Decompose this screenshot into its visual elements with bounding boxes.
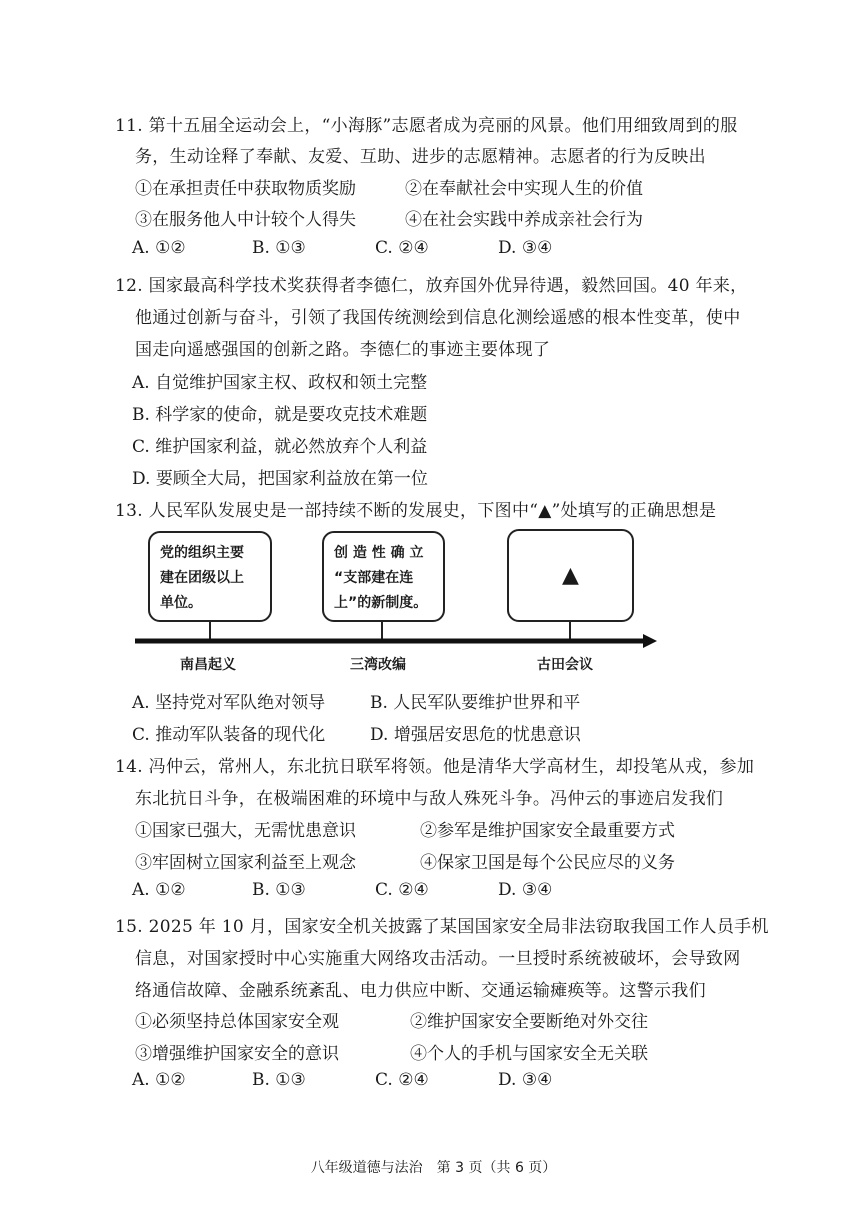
q11-item-4: ④在社会实践中养成亲社会行为 bbox=[405, 210, 643, 230]
q12-option-c: C. 维护国家利益，就必然放弃个人利益 bbox=[132, 437, 428, 457]
q13-option-d: D. 增强居安思危的忧患意识 bbox=[370, 725, 581, 745]
q15-stem-line1: 15. 2025 年 10 月，国家安全机关披露了某国国家安全局非法窃取我国工作人员手机 bbox=[115, 917, 769, 937]
q11-item-3: ③在服务他人中计较个人得失 bbox=[135, 210, 356, 230]
q11-stem-line1: 11. 第十五届全运动会上，“小海豚”志愿者成为亮丽的风景。他们用细致周到的服 bbox=[115, 116, 738, 136]
q11-option-b: B. ①③ bbox=[252, 238, 306, 258]
triangle-blank-mark: ▲ bbox=[562, 563, 579, 588]
q15-option-d: D. ③④ bbox=[498, 1070, 553, 1090]
q14-item-1: ①国家已强大，无需忧患意识 bbox=[135, 821, 356, 841]
page-footer: 八年级道德与法治 第 3 页（共 6 页） bbox=[310, 1160, 557, 1176]
q14-item-3: ③牢固树立国家利益至上观念 bbox=[135, 853, 356, 873]
box2-line3: 上”的新制度。 bbox=[334, 595, 428, 611]
q14-option-b: B. ①③ bbox=[252, 880, 306, 900]
q14-stem-line1: 14. 冯仲云，常州人，东北抗日联军将领。他是清华大学高材生，却投笔从戎，参加 bbox=[115, 757, 755, 777]
timeline-box-nanchang bbox=[148, 531, 272, 622]
q11-option-d: D. ③④ bbox=[498, 238, 553, 258]
q15-option-c: C. ②④ bbox=[375, 1070, 429, 1090]
q15-stem-line3: 络通信故障、金融系统紊乱、电力供应中断、交通运输瘫痪等。这警示我们 bbox=[135, 981, 706, 1001]
stage-label-sanwan: 三湾改编 bbox=[350, 657, 406, 673]
q12-option-b: B. 科学家的使命，就是要攻克技术难题 bbox=[132, 405, 428, 425]
q15-option-a: A. ①② bbox=[132, 1070, 186, 1090]
q14-item-4: ④保家卫国是每个公民应尽的义务 bbox=[420, 853, 675, 873]
q11-stem-line2: 务，生动诠释了奉献、友爱、互助、进步的志愿精神。志愿者的行为反映出 bbox=[135, 147, 706, 167]
q12-stem-line1: 12. 国家最高科学技术奖获得者李德仁，放弃国外优异待遇，毅然回国。40 年来， bbox=[115, 276, 748, 296]
q14-stem-line2: 东北抗日斗争，在极端困难的环境中与敌人殊死斗争。冯仲云的事迹启发我们 bbox=[135, 789, 724, 809]
box1-line2: 建在团级以上 bbox=[160, 570, 244, 586]
q14-item-2: ②参军是维护国家安全最重要方式 bbox=[420, 821, 675, 841]
timeline-box-gutian bbox=[507, 529, 634, 622]
q14-option-d: D. ③④ bbox=[498, 880, 553, 900]
q13-option-a: A. 坚持党对军队绝对领导 bbox=[132, 693, 326, 713]
q13-option-b: B. 人民军队要维护世界和平 bbox=[370, 693, 581, 713]
box2-line2: “支部建在连 bbox=[334, 570, 414, 586]
q12-stem-line3: 国走向遥感强国的创新之路。李德仁的事迹主要体现了 bbox=[135, 340, 551, 360]
q11-item-1: ①在承担责任中获取物质奖励 bbox=[135, 179, 356, 199]
q15-item-4: ④个人的手机与国家安全无关联 bbox=[410, 1044, 648, 1064]
q11-item-2: ②在奉献社会中实现人生的价值 bbox=[405, 179, 643, 199]
q14-option-c: C. ②④ bbox=[375, 880, 429, 900]
stage-label-nanchang: 南昌起义 bbox=[180, 657, 236, 673]
q13-option-c: C. 推动军队装备的现代化 bbox=[132, 725, 326, 745]
q15-stem-line2: 信息，对国家授时中心实施重大网络攻击活动。一旦授时系统被破坏，会导致网 bbox=[135, 949, 741, 969]
q12-option-d: D. 要顾全大局，把国家利益放在第一位 bbox=[132, 469, 428, 489]
stage-label-gutian: 古田会议 bbox=[537, 657, 593, 673]
q11-option-a: A. ①② bbox=[132, 238, 186, 258]
q13-stem: 13. 人民军队发展史是一部持续不断的发展史，下图中“▲”处填写的正确思想是 bbox=[115, 501, 717, 521]
box1-line3: 单位。 bbox=[160, 595, 202, 611]
box1-line1: 党的组织主要 bbox=[160, 545, 244, 561]
q14-option-a: A. ①② bbox=[132, 880, 186, 900]
q11-option-c: C. ②④ bbox=[375, 238, 429, 258]
q15-item-2: ②维护国家安全要断绝对外交往 bbox=[410, 1012, 648, 1032]
q15-item-1: ①必须坚持总体国家安全观 bbox=[135, 1012, 339, 1032]
q12-stem-line2: 他通过创新与奋斗，引领了我国传统测绘到信息化测绘遥感的根本性变革，使中 bbox=[135, 308, 741, 328]
box2-line1: 创 造 性 确 立 bbox=[334, 545, 424, 561]
timeline-box-sanwan bbox=[322, 531, 445, 622]
q15-item-3: ③增强维护国家安全的意识 bbox=[135, 1044, 339, 1064]
q12-option-a: A. 自觉维护国家主权、政权和领土完整 bbox=[132, 373, 428, 393]
timeline-arrow-head bbox=[643, 634, 657, 648]
q15-option-b: B. ①③ bbox=[252, 1070, 306, 1090]
